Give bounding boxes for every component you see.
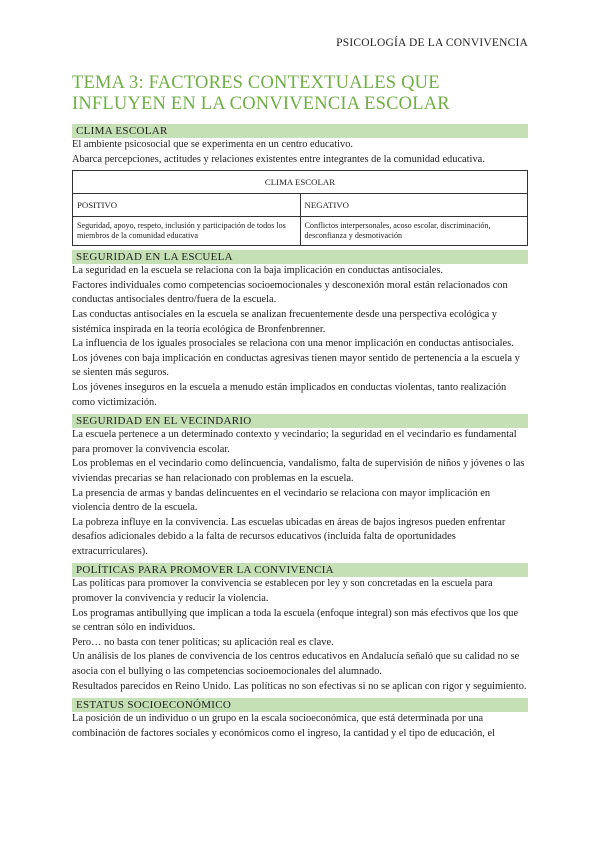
clima-table bbox=[72, 170, 528, 246]
page-title: TEMA 3: FACTORES CONTEXTUALES QUE INFLUYEN EN LA CONVIVENCIA ESCOLAR bbox=[72, 73, 450, 114]
paragraph: La presencia de armas y bandas delincuentes en el vecindario se relaciona con mayor implicación en violencia dentro de la escuela. bbox=[72, 487, 491, 514]
section-heading-estatus: ESTATUS SOCIOECONÓMICO bbox=[72, 698, 528, 712]
table-header-negativo: NEGATIVO bbox=[300, 194, 528, 217]
paragraph: Resultados parecidos en Reino Unido. Las políticas no son efectivas si no se aplican con rigor y seguimiento. bbox=[72, 680, 527, 692]
paragraph: La influencia de los iguales prosociales se relaciona con una menor implicación en conductas antisociales. bbox=[72, 338, 514, 350]
document-body bbox=[72, 120, 528, 741]
table-header-positivo: POSITIVO bbox=[73, 194, 301, 217]
table-cell-negativo: Conflictos interpersonales, acoso escolar, discriminación, desconfianza y desmotivación bbox=[300, 217, 528, 246]
section-heading-seguridad: SEGURIDAD EN LA ESCUELA bbox=[72, 250, 528, 264]
paragraph: La pobreza influye en la convivencia. Las escuelas ubicadas en áreas de bajos ingresos pueden enfrentar desafíos adicionales debido a la falta de recursos educativos (incluida falta de oportunidades extracurriculares). bbox=[72, 516, 506, 557]
paragraph: Un análisis de los planes de convivencia de los centros educativos en Andalucía señaló que su calidad no se asocia con el bullying o las competencias socioemocionales del alumnado. bbox=[72, 651, 520, 678]
paragraph: Factores individuales como competencias socioemocionales y desconexión moral están relacionados con conductas antisociales dentro/fuera de la escuela. bbox=[72, 279, 508, 306]
page-header: PSICOLOGÍA DE LA CONVIVENCIA bbox=[336, 37, 528, 49]
paragraph: La posición de un individuo o un grupo en la escala socioeconómica, que está determinada por una combinación de factores sociales y económicos como el ingreso, la cantidad y el tipo de educación, el bbox=[72, 713, 495, 739]
paragraph: Los problemas en el vecindario como delincuencia, vandalismo, falta de supervisión de niños y jóvenes o las viviendas precarias se han relacionado con problemas en la escuela. bbox=[72, 458, 525, 484]
paragraph: La seguridad en la escuela se relaciona con la baja implicación en conductas antisociales. bbox=[72, 265, 444, 277]
paragraph: La escuela pertenece a un determinado contexto y vecindario; la seguridad en el vecindario es fundamental para promover la convivencia escolar. bbox=[72, 429, 517, 455]
table-cell-positivo: Seguridad, apoyo, respeto, inclusión y participación de todos los miembros de la comunidad educativa bbox=[73, 217, 301, 246]
paragraph: El ambiente psicosocial que se experimenta en un centro educativo. bbox=[72, 139, 354, 150]
paragraph: Los programas antibullying que implican a toda la escuela (enfoque integral) son más efectivos que los que se centran sólo en individuos. bbox=[72, 607, 519, 634]
paragraph: Pero… no basta con tener políticas; su aplicación real es clave. bbox=[72, 636, 334, 648]
paragraph: Los jóvenes con baja implicación en conductas agresivas tienen mayor sentido de pertenencia a la escuela y se sienten más seguros. bbox=[72, 352, 520, 379]
table-title: CLIMA ESCOLAR bbox=[73, 171, 528, 194]
paragraph: Los jóvenes inseguros en la escuela a menudo están implicados en conductas violentas, tanto realización como victimización. bbox=[72, 381, 507, 408]
section-heading-politicas: POLÍTICAS PARA PROMOVER LA CONVIVENCIA bbox=[72, 563, 528, 577]
paragraph: Abarca percepciones, actitudes y relaciones existentes entre integrantes de la comunidad educativa. bbox=[72, 153, 485, 165]
paragraph: Las conductas antisociales en la escuela se analizan frecuentemente desde una perspectiva ecológica y sistémica inspirada en la teoría ecológica de Bronfenbrenner. bbox=[72, 308, 497, 335]
paragraph: Las políticas para promover la convivencia se establecen por ley y son concretadas en la escuela para promover la convivencia y reducir la violencia. bbox=[72, 578, 493, 605]
section-heading-vecindario: SEGURIDAD EN EL VECINDARIO bbox=[72, 414, 528, 428]
section-heading-clima: CLIMA ESCOLAR bbox=[72, 124, 528, 138]
